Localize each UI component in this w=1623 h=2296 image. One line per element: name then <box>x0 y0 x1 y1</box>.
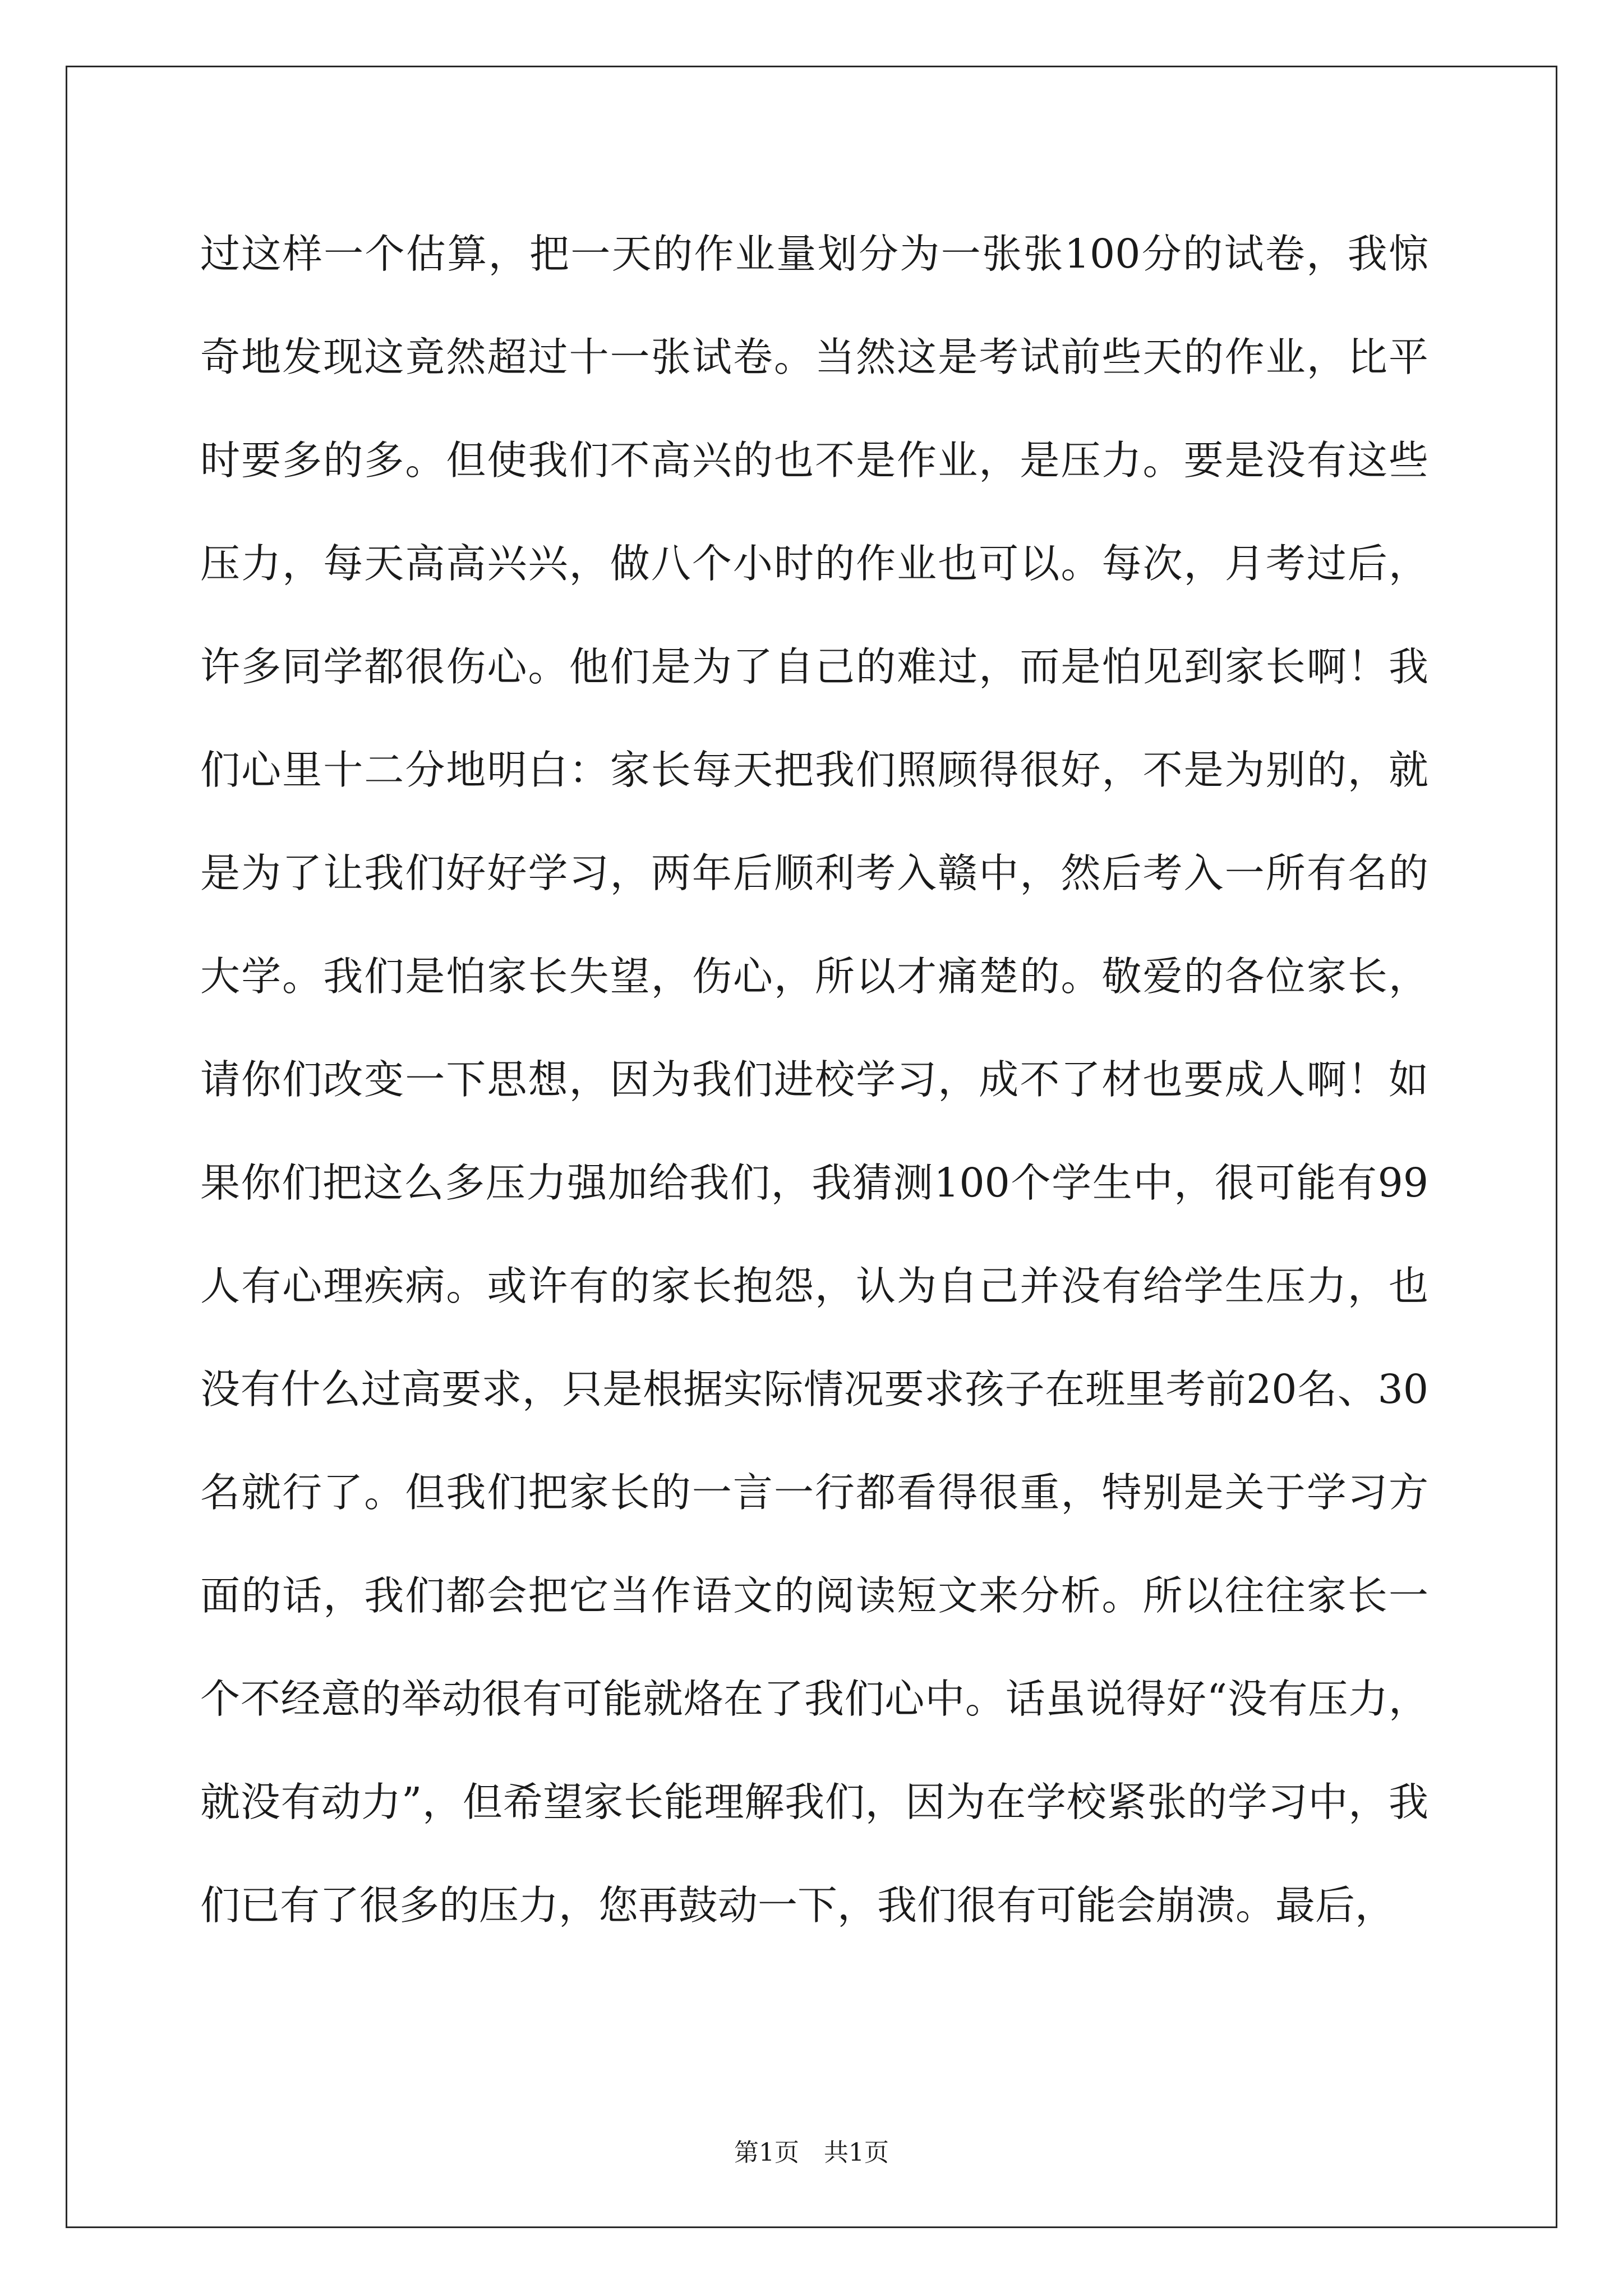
text-line: 就没有动力”，但希望家长能理解我们，因为在学校紧张的学习中，我 <box>200 1779 1428 1825</box>
text-line: 们心里十二分地明白：家长每天把我们照顾得很好，不是为别的，就 <box>200 747 1428 793</box>
text-line: 人有心理疾病。或许有的家长抱怨，认为自己并没有给学生压力，也 <box>200 1263 1428 1309</box>
text-line: 名就行了。但我们把家长的一言一行都看得很重，特别是关于学习方 <box>200 1469 1428 1516</box>
text-line: 是为了让我们好好学习，两年后顺利考入赣中，然后考入一所有名的 <box>200 850 1428 896</box>
document-body <box>200 212 1428 1967</box>
text-line: 许多同学都很伤心。他们是为了自己的难过，而是怕见到家长啊！我 <box>200 643 1428 690</box>
text-line: 果你们把这么多压力强加给我们，我猜测100个学生中，很可能有99 <box>200 1159 1428 1206</box>
text-line: 请你们改变一下思想，因为我们进校学习，成不了材也要成人啊！如 <box>200 1056 1428 1103</box>
text-line: 个不经意的举动很有可能就烙在了我们心中。话虽说得好“没有压力， <box>200 1676 1428 1722</box>
page-number-footer: 第1页 共1页 <box>734 2138 889 2167</box>
text-line: 面的话，我们都会把它当作语文的阅读短文来分析。所以往往家长一 <box>200 1572 1428 1619</box>
text-line: 压力，每天高高兴兴，做八个小时的作业也可以。每次，月考过后， <box>200 540 1428 587</box>
text-line: 大学。我们是怕家长失望，伤心，所以才痛楚的。敬爱的各位家长， <box>200 953 1428 1000</box>
text-line: 时要多的多。但使我们不高兴的也不是作业，是压力。要是没有这些 <box>200 437 1428 484</box>
text-line: 过这样一个估算，把一天的作业量划分为一张张100分的试卷，我惊 <box>200 231 1428 277</box>
text-line: 们已有了很多的压力，您再鼓动一下，我们很有可能会崩溃。最后， <box>200 1882 1395 1929</box>
text-line: 没有什么过高要求，只是根据实际情况要求孩子在班里考前20名、30 <box>200 1366 1428 1412</box>
text-line: 奇地发现这竟然超过十一张试卷。当然这是考试前些天的作业，比平 <box>200 334 1428 380</box>
